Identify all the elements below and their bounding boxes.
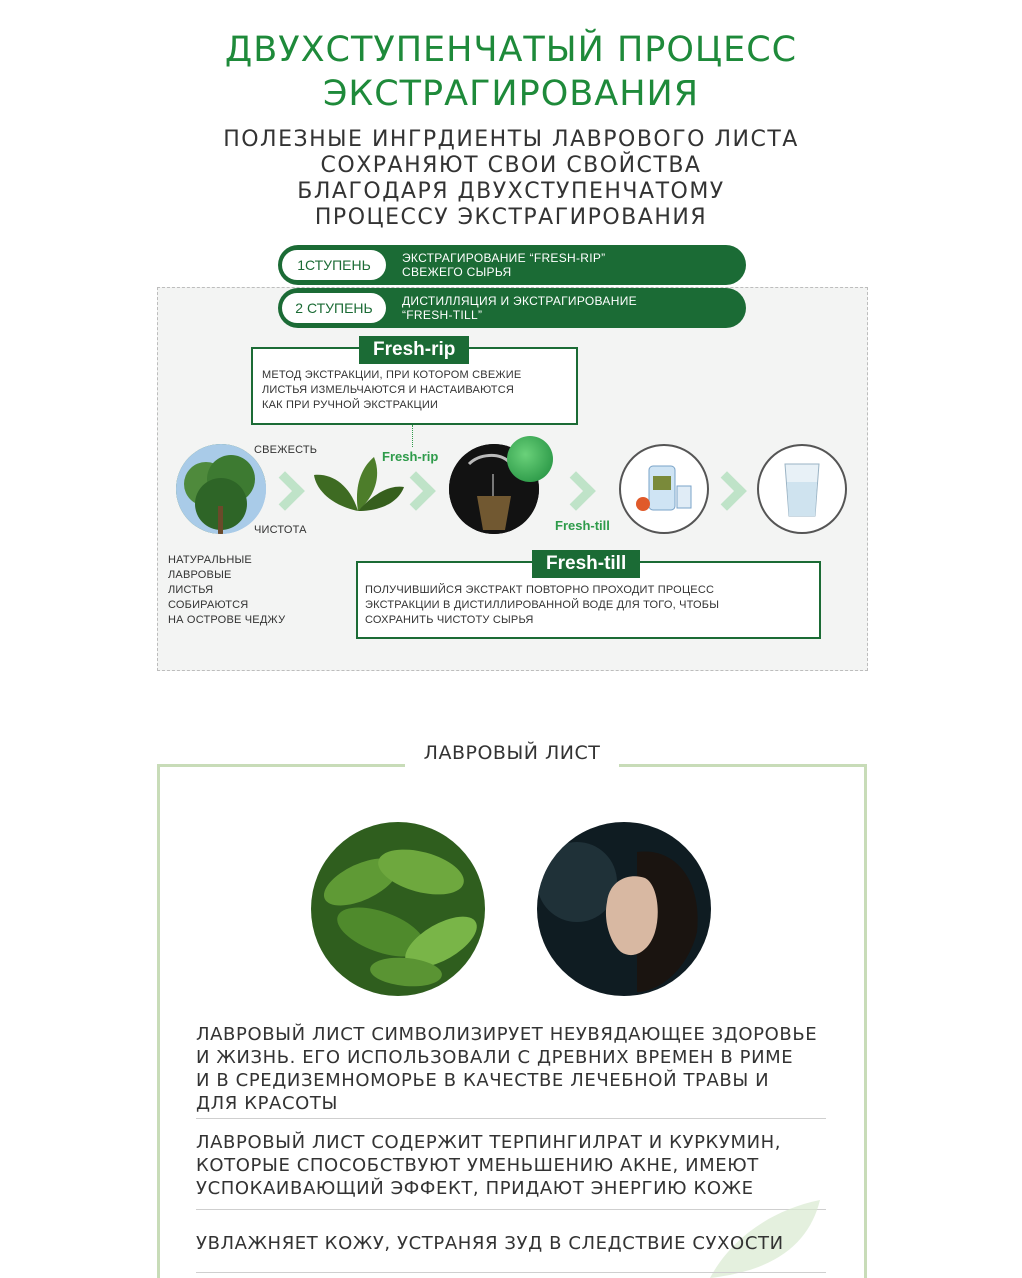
origin-line5: НА ОСТРОВЕ ЧЕДЖУ (168, 614, 286, 626)
origin-line1: НАТУРАЛЬНЫЕ (168, 554, 252, 566)
glass-of-water-icon (759, 446, 845, 532)
tree-icon (176, 444, 266, 534)
fresh-rip-pointer-label: Fresh-rip (382, 449, 439, 464)
tree-image (176, 444, 266, 534)
step-2-text (402, 294, 637, 322)
water-glass-image (757, 444, 847, 534)
laurel-paragraph-1-line1: ЛАВРОВЫЙ ЛИСТ СИМВОЛИЗИРУЕТ НЕУВЯДАЮЩЕЕ ЗДОРОВЬЕ (196, 1024, 818, 1045)
fresh-till-line3: СОХРАНИТЬ ЧИСТОТУ СЫРЬЯ (365, 614, 534, 626)
fresh-till-box (356, 553, 821, 639)
subtitle-line2: СОХРАНЯЮТ СВОИ СВОЙСТВА (320, 153, 702, 178)
distillation-apparatus-icon (621, 446, 707, 532)
subtitle-line3: БЛАГОДАРЯ ДВУХСТУПЕНЧАТОМУ (297, 179, 725, 204)
fresh-till-line2: ЭКСТРАКЦИИ В ДИСТИЛЛИРОВАННОЙ ВОДЕ ДЛЯ ТОГО, ЧТОБЫ (365, 599, 720, 611)
origin-line3: ЛИСТЬЯ (168, 584, 214, 596)
distillation-image (619, 444, 709, 534)
fresh-rip-box (251, 339, 578, 425)
origin-line2: ЛАВРОВЫЕ (168, 569, 232, 581)
laurel-paragraph-1-line4: ДЛЯ КРАСОТЫ (196, 1093, 338, 1114)
laurel-paragraph-3 (196, 1232, 836, 1255)
step-2-banner (278, 288, 746, 328)
step-1-label: 1СТУПЕНЬ (282, 250, 386, 280)
fresh-rip-line2: ЛИСТЬЯ ИЗМЕЛЬЧАЮТСЯ И НАСТАИВАЮТСЯ (262, 384, 514, 396)
fresh-till-tag: Fresh-till (532, 550, 640, 578)
laurel-leaves-photo (311, 822, 485, 996)
fresh-till-pointer-label: Fresh-till (555, 518, 610, 533)
fresh-rip-description (262, 368, 521, 413)
divider (196, 1272, 826, 1273)
divider (196, 1118, 826, 1119)
step-2-text-line2: “FRESH-TILL” (402, 308, 483, 322)
woman-face-icon (537, 822, 711, 996)
laurel-paragraph-3-line1: УВЛАЖНЯЕТ КОЖУ, УСТРАНЯЯ ЗУД В СЛЕДСТВИЕ СУХОСТИ (196, 1233, 784, 1254)
laurel-paragraph-2-line2: КОТОРЫЕ СПОСОБСТВУЮТ УМЕНЬШЕНИЮ АКНЕ, ИМЕЮТ (196, 1155, 759, 1176)
fresh-rip-tag: Fresh-rip (359, 336, 469, 364)
laurel-paragraph-2-line1: ЛАВРОВЫЙ ЛИСТ СОДЕРЖИТ ТЕРПИНГИЛРАТ И КУРКУМИН, (196, 1132, 782, 1153)
page-title-line1: ДВУХСТУПЕНЧАТЫЙ ПРОЦЕСС (224, 30, 798, 70)
laurel-paragraph-1-line3: И В СРЕДИЗЕМНОМОРЬЕ В КАЧЕСТВЕ ЛЕЧЕБНОЙ ТРАВЫ И (196, 1070, 770, 1091)
bay-leaves-icon (310, 455, 406, 515)
purity-label: ЧИСТОТА (254, 524, 307, 536)
fresh-till-line1: ПОЛУЧИВШИЙСЯ ЭКСТРАКТ ПОВТОРНО ПРОХОДИТ ПРОЦЕСС (365, 584, 715, 596)
fresh-rip-line3: КАК ПРИ РУЧНОЙ ЭКСТРАКЦИИ (262, 399, 439, 411)
laurel-paragraph-1 (196, 1023, 836, 1115)
fresh-rip-line1: МЕТОД ЭКСТРАКЦИИ, ПРИ КОТОРОМ СВЕЖИЕ (262, 369, 522, 381)
origin-line4: СОБИРАЮТСЯ (168, 599, 249, 611)
step-1-banner (278, 245, 746, 285)
laurel-section-title: ЛАВРОВЫЙ ЛИСТ (405, 738, 619, 768)
water-drop-icon (507, 436, 553, 482)
step-1-text-line1: ЭКСТРАГИРОВАНИЕ “FRESH-RIP” (402, 251, 606, 265)
origin-description (168, 553, 285, 628)
subtitle-line4: ПРОЦЕССУ ЭКСТРАГИРОВАНИЯ (314, 205, 708, 230)
laurel-paragraph-2 (196, 1131, 836, 1200)
laurel-paragraph-1-line2: И ЖИЗНЬ. ЕГО ИСПОЛЬЗОВАЛИ С ДРЕВНИХ ВРЕМЕН В РИМЕ (196, 1047, 794, 1068)
freshness-label: СВЕЖЕСТЬ (254, 444, 318, 456)
subtitle-line1: ПОЛЕЗНЫЕ ИНГРДИЕНТЫ ЛАВРОВОГО ЛИСТА (223, 127, 799, 152)
step-2-label: 2 СТУПЕНЬ (282, 293, 386, 323)
step-1-text (402, 251, 605, 279)
page-title-line2: ЭКСТРАГИРОВАНИЯ (322, 74, 700, 114)
fresh-till-description (365, 583, 719, 628)
laurel-leaves-icon (311, 822, 485, 996)
woman-mist-photo (537, 822, 711, 996)
step-1-text-line2: СВЕЖЕГО СЫРЬЯ (402, 265, 512, 279)
step-2-text-line1: ДИСТИЛЛЯЦИЯ И ЭКСТРАГИРОВАНИЕ (402, 294, 637, 308)
fresh-rip-connector (412, 425, 413, 447)
laurel-paragraph-2-line3: УСПОКАИВАЮЩИЙ ЭФФЕКТ, ПРИДАЮТ ЭНЕРГИЮ КОЖЕ (196, 1178, 754, 1199)
